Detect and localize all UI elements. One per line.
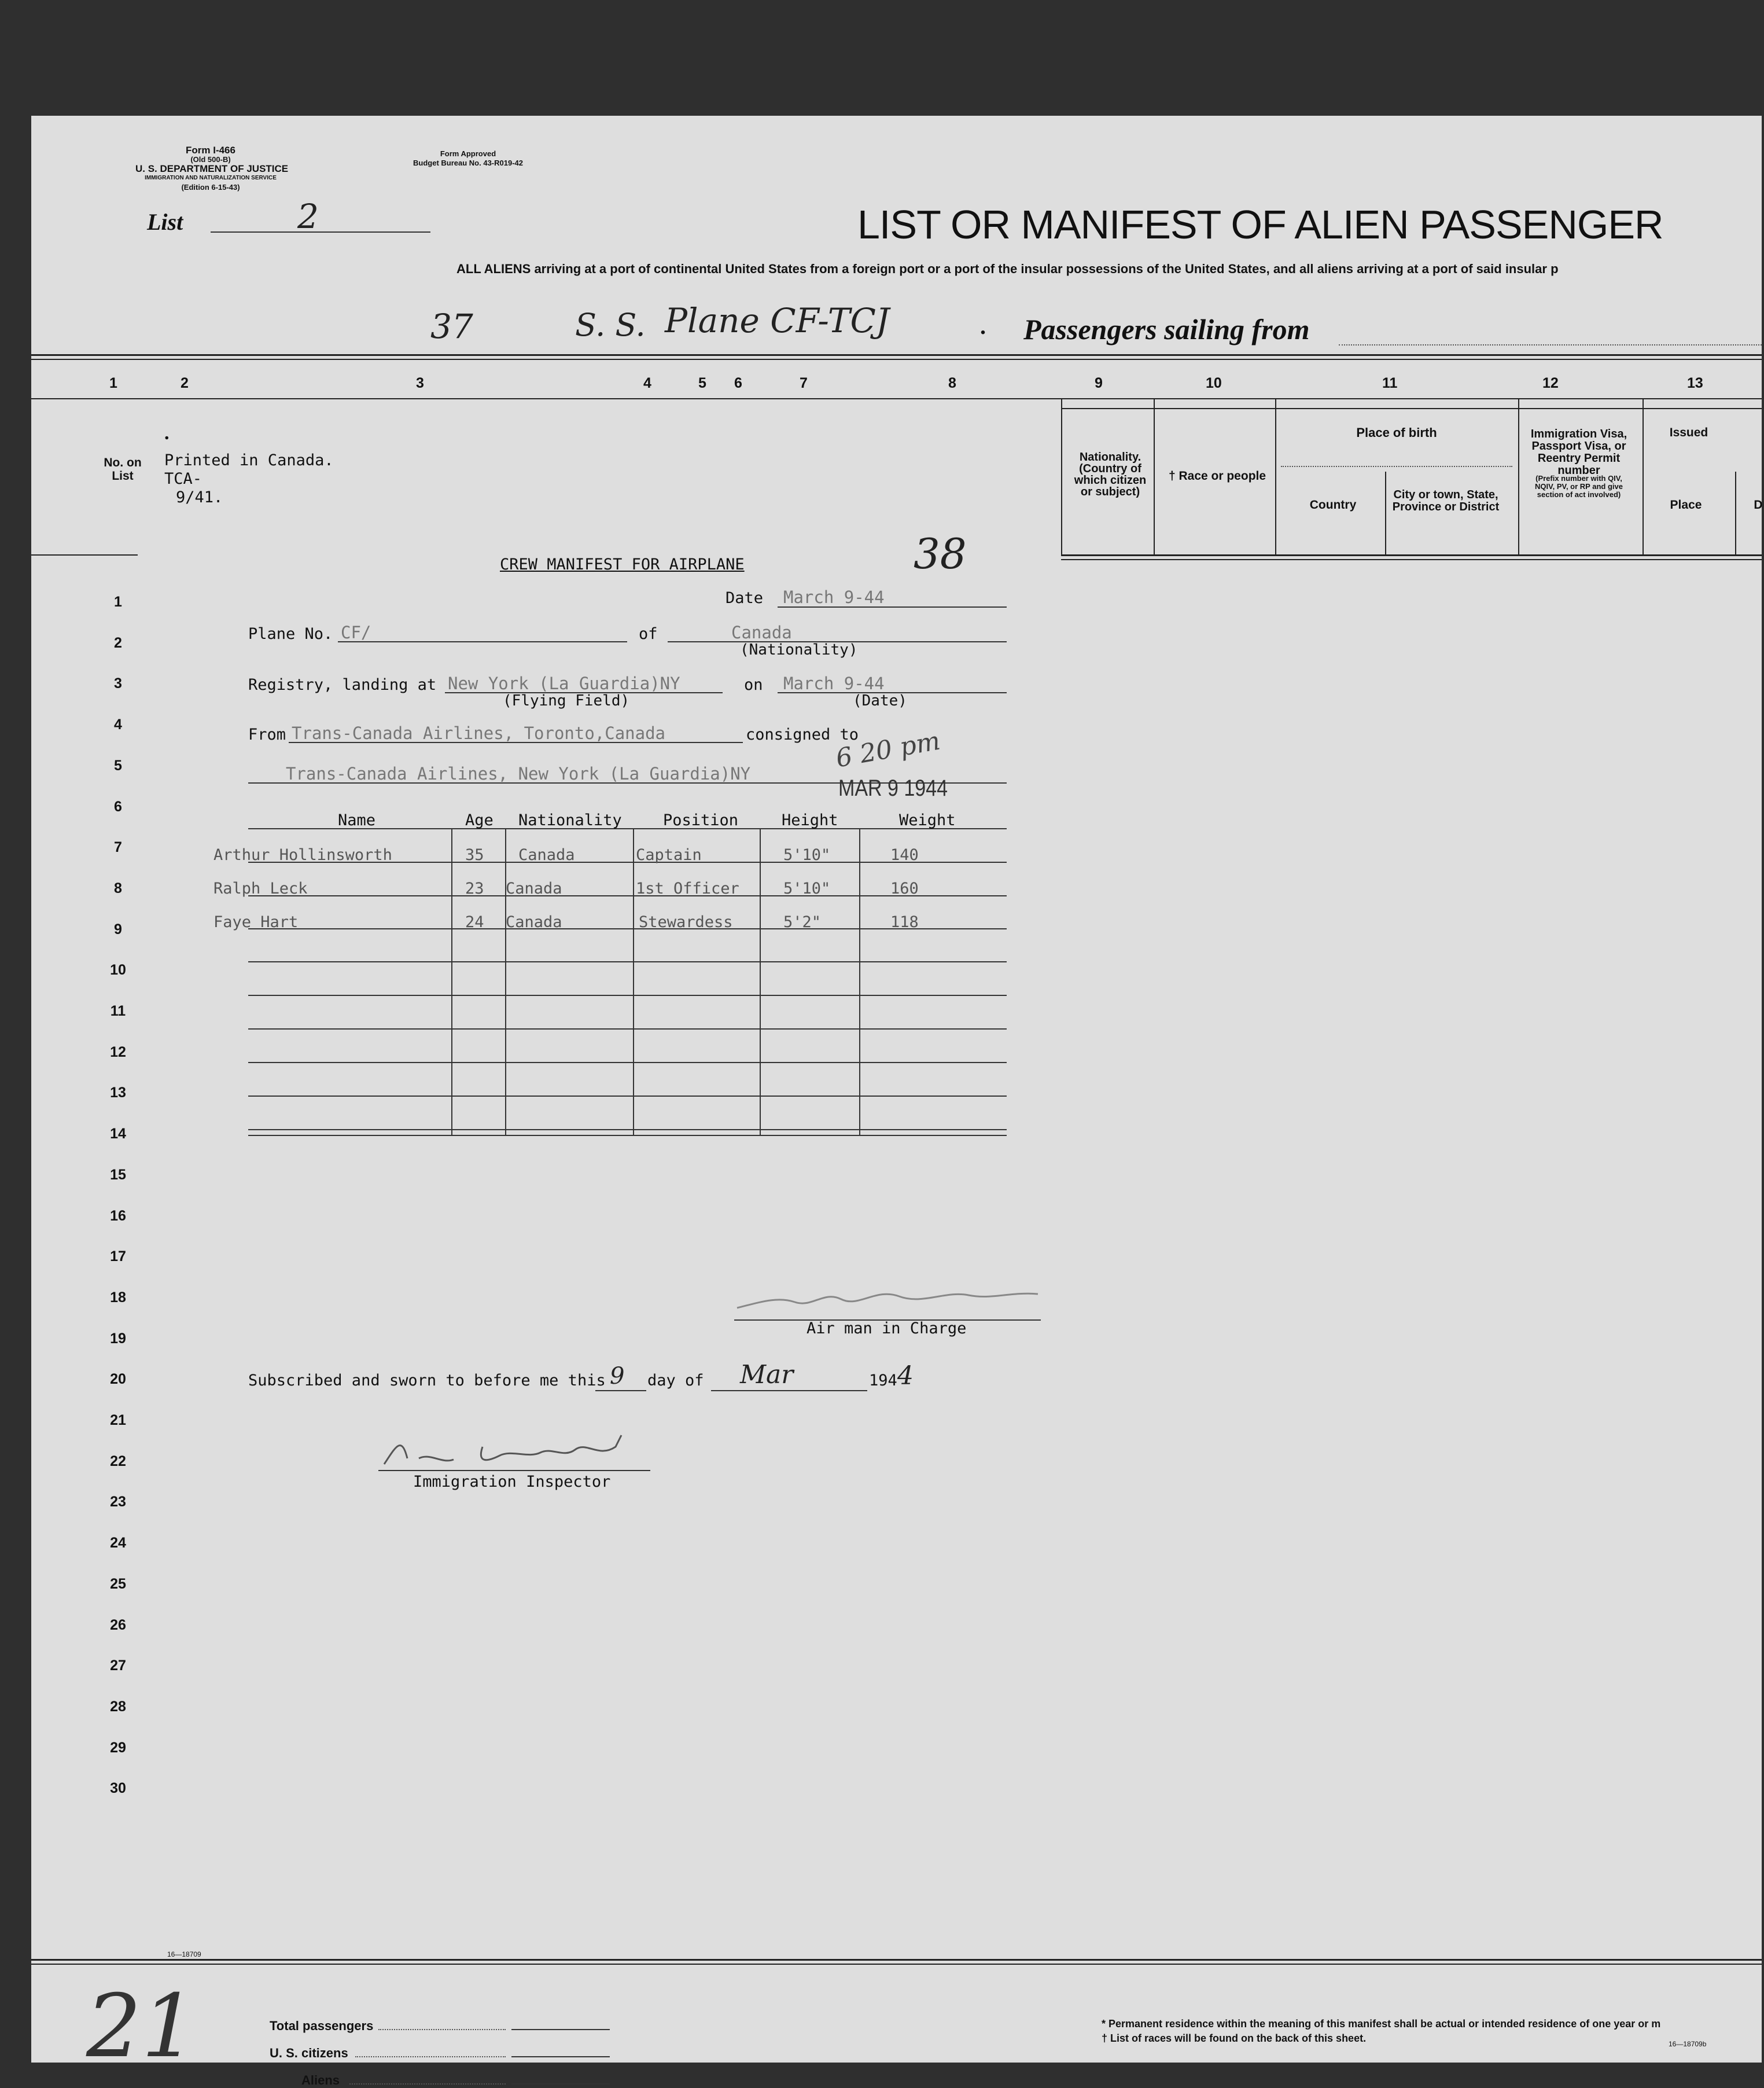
list-number: 2 <box>297 197 319 236</box>
us-citizens-line <box>511 2056 610 2057</box>
hand-sheet-number: 21 <box>86 1976 197 2077</box>
from-label: From <box>248 726 286 744</box>
tca-date: 9/41. <box>176 488 223 506</box>
row-number: 10 <box>110 962 126 979</box>
crew-table-lines <box>31 116 1762 2063</box>
hand-number-38: 38 <box>914 530 967 578</box>
row-number: 4 <box>114 716 122 733</box>
sworn-year-digit: 4 <box>897 1361 914 1391</box>
footer-code: 16—18709b <box>1669 2040 1707 2048</box>
form-number: Form I-466 <box>186 145 235 156</box>
col-num-1: 1 <box>109 375 117 391</box>
hand-page-number: 37 <box>430 307 473 346</box>
col-num-5: 5 <box>698 375 706 391</box>
inspector-underline <box>378 1470 650 1471</box>
th-height: Height <box>782 811 838 829</box>
th-position: Position <box>663 811 739 829</box>
approved-line: Form Approved <box>440 149 496 158</box>
aliens-line <box>511 2083 610 2085</box>
crew-manifest-title: CREW MANIFEST FOR AIRPLANE <box>500 556 745 574</box>
city-header: City or town, State, Province or District <box>1392 488 1500 513</box>
sworn-month-underline <box>711 1390 867 1391</box>
plane-label: Plane No. <box>248 625 333 643</box>
total-passengers-label: Total passengers <box>270 2019 374 2033</box>
crew-age: 35 <box>465 846 484 864</box>
th-weight: Weight <box>899 811 956 829</box>
crew-weight: 160 <box>890 880 919 898</box>
col-num-9: 9 <box>1095 375 1103 391</box>
row-number: 1 <box>114 594 122 610</box>
sworn-day: 9 <box>610 1363 625 1389</box>
service-name: IMMIGRATION AND NATURALIZATION SERVICE <box>145 175 277 181</box>
issued-header: Issued <box>1669 426 1708 439</box>
crew-nationality: Canada <box>518 846 575 864</box>
from-value: Trans-Canada Airlines, Toronto,Canada <box>292 723 666 743</box>
row-number: 9 <box>114 921 122 938</box>
row-number: 6 <box>114 798 122 815</box>
crew-name: Arthur Hollinsworth <box>213 846 392 864</box>
vessel-name: Plane CF-TCJ <box>665 301 890 340</box>
col-num-8: 8 <box>948 375 956 391</box>
row-number: 8 <box>114 880 122 896</box>
airman-label: Air man in Charge <box>806 1319 967 1337</box>
insert-dot: . <box>164 422 170 444</box>
crew-height: 5'10" <box>783 846 831 864</box>
col-num-11: 11 <box>1382 375 1398 391</box>
footnote-races: † List of races will be found on the back of this sheet. <box>1102 2032 1367 2044</box>
row-number: 12 <box>110 1043 126 1060</box>
sworn-year: 194 <box>869 1372 897 1389</box>
col-num-13: 13 <box>1687 375 1703 391</box>
sworn-day-underline <box>595 1390 646 1391</box>
manifest-sheet <box>31 116 1763 2087</box>
on-value: March 9-44 <box>783 674 885 693</box>
crew-age: 24 <box>465 913 484 931</box>
row-number: 16 <box>110 1207 126 1224</box>
row-number: 2 <box>114 634 122 651</box>
page-subtitle: ALL ALIENS arriving at a port of continental United States from a foreign port or a port of the insular possessions of the United States, and all aliens arriving at a port of said insular p <box>456 262 1559 276</box>
th-age: Age <box>465 811 494 829</box>
inspector-label: Immigration Inspector <box>413 1473 611 1491</box>
of-label: of <box>639 625 658 643</box>
no-on-list-header: No. on List <box>104 456 142 483</box>
footer-rule-top <box>31 1959 1762 1961</box>
airman-signature <box>726 1279 1049 1319</box>
print-code: 16—18709 <box>167 1950 201 1958</box>
visa-header: Immigration Visa, Passport Visa, or Reentry Permit number <box>1530 428 1627 477</box>
row-number: 11 <box>110 1003 126 1019</box>
row-number: 22 <box>110 1453 126 1469</box>
registry-value: New York (La Guardia)NY <box>448 674 680 693</box>
crew-weight: 118 <box>890 913 919 931</box>
row-number: 27 <box>110 1657 126 1674</box>
received-stamp: MAR 9 1944 <box>838 775 948 801</box>
plane-value: CF/ <box>341 623 371 642</box>
crew-height: 5'2" <box>783 913 822 931</box>
row-number: 14 <box>110 1126 126 1142</box>
col-num-6: 6 <box>734 375 742 391</box>
sailing-from-label: Passengers sailing from <box>1023 313 1310 345</box>
vessel-prefix: S. S. <box>575 307 646 343</box>
th-name: Name <box>338 811 376 829</box>
crew-position: 1st Officer <box>636 880 739 898</box>
day-of-label: day of <box>647 1372 704 1389</box>
row-number: 26 <box>110 1616 126 1633</box>
date-value: March 9-44 <box>783 587 885 607</box>
on-label: on <box>744 676 763 694</box>
crew-name: Faye Hart <box>213 913 299 931</box>
row-number: 21 <box>110 1412 126 1428</box>
page-title: LIST OR MANIFEST OF ALIEN PASSENGER <box>857 202 1663 247</box>
crew-name: Ralph Leck <box>213 880 308 898</box>
row-number: 7 <box>114 839 122 856</box>
nationality-caption: (Nationality) <box>740 641 858 659</box>
form-old-number: (Old 500-B) <box>190 155 231 164</box>
visa-note: (Prefix number with QIV, NQIV, PV, or RP and give section of act involved) <box>1535 474 1623 499</box>
row-number: 25 <box>110 1575 126 1592</box>
crew-weight: 140 <box>890 846 919 864</box>
th-nationality: Nationality <box>518 811 622 829</box>
vessel-period: . <box>980 313 986 339</box>
consigned-label: consigned to <box>746 726 859 744</box>
printed-in-canada: Printed in Canada. <box>164 451 334 469</box>
row-number: 18 <box>110 1289 126 1306</box>
row-number: 23 <box>110 1494 126 1510</box>
sworn-month: Mar <box>740 1360 794 1389</box>
row-number: 20 <box>110 1371 126 1388</box>
row-number: 13 <box>110 1085 126 1101</box>
row-number: 15 <box>110 1166 126 1183</box>
col-num-7: 7 <box>800 375 808 391</box>
department: U. S. DEPARTMENT OF JUSTICE <box>135 163 289 174</box>
col-num-3: 3 <box>416 375 424 391</box>
crew-height: 5'10" <box>783 880 831 898</box>
row-number: 30 <box>110 1780 126 1797</box>
stamp-time: 6 20 pm <box>833 726 942 774</box>
of-value: Canada <box>731 623 792 642</box>
country-header: Country <box>1309 498 1357 512</box>
list-label: List <box>147 209 183 235</box>
col-num-2: 2 <box>181 375 189 391</box>
sworn-prefix: Subscribed and sworn to before me this <box>248 1372 606 1389</box>
total-passengers-line <box>511 2029 610 2030</box>
place-header: Place <box>1670 498 1702 512</box>
date-header-cut: D <box>1754 498 1763 512</box>
footer-rule-second <box>31 1964 1762 1965</box>
row-number: 24 <box>110 1535 126 1552</box>
row-number: 17 <box>110 1248 126 1265</box>
row-number: 29 <box>110 1739 126 1756</box>
col-num-10: 10 <box>1206 375 1222 391</box>
aliens-label: Aliens <box>301 2073 340 2087</box>
row-number: 5 <box>114 757 122 774</box>
inspector-signature <box>367 1424 714 1476</box>
race-header: † Race or people <box>1168 469 1266 483</box>
nationality-header: Nationality. (Country of which citizen or subject) <box>1074 451 1147 498</box>
us-citizens-dots <box>355 2056 506 2057</box>
crew-nationality: Canada <box>506 880 562 898</box>
row-number: 28 <box>110 1698 126 1715</box>
col-num-4: 4 <box>643 375 651 391</box>
budget-bureau: Budget Bureau No. 43-R019-42 <box>413 159 523 167</box>
aliens-dots <box>349 2083 506 2085</box>
crew-age: 23 <box>465 880 484 898</box>
us-citizens-label: U. S. citizens <box>270 2046 348 2060</box>
col-num-12: 12 <box>1542 375 1559 391</box>
total-passengers-dots <box>378 2029 506 2030</box>
registry-label: Registry, landing at <box>248 676 437 694</box>
row-number: 19 <box>110 1330 126 1347</box>
crew-position: Stewardess <box>639 913 733 931</box>
crew-nationality: Canada <box>506 913 562 931</box>
place-of-birth-header: Place of birth <box>1356 425 1437 440</box>
date-caption: (Date) <box>853 692 907 710</box>
date-label: Date <box>726 589 764 607</box>
row-number: 3 <box>114 675 122 692</box>
footnote-residence: * Permanent residence within the meaning of this manifest shall be actual or intended residence of one year or m <box>1102 2018 1661 2030</box>
form-edition: (Edition 6-15-43) <box>181 183 240 192</box>
tca-code: TCA- <box>164 470 202 488</box>
crew-position: Captain <box>636 846 702 864</box>
flying-field-caption: (Flying Field) <box>503 692 630 710</box>
consigned-value: Trans-Canada Airlines, New York (La Guardia)NY <box>286 764 751 784</box>
